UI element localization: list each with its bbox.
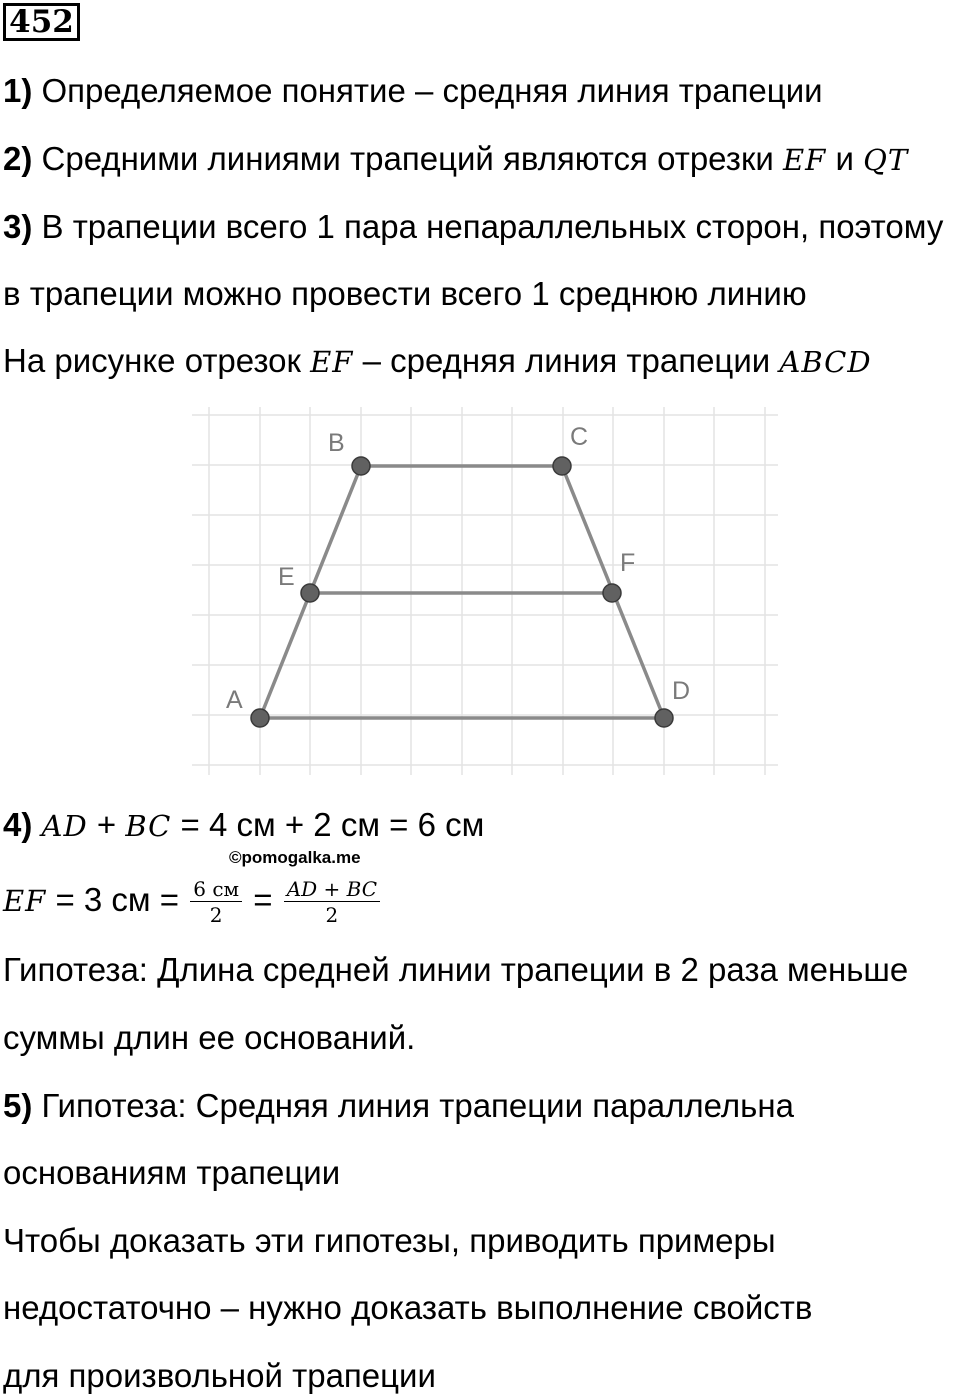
- label-d: D: [672, 677, 691, 705]
- fraction-1-denominator: 2: [209, 902, 223, 927]
- fraction-2-denominator: 2: [325, 902, 339, 927]
- label-b: B: [328, 429, 345, 457]
- figure-grid: [192, 407, 778, 775]
- item-4-rest: = 4 см + 2 см = 6 см: [171, 806, 485, 843]
- label-f: F: [620, 549, 636, 577]
- point-a: [251, 709, 269, 727]
- item-2-number: 2): [3, 140, 33, 177]
- ef-equation-math-ef: EF: [3, 884, 47, 918]
- figure-caption-pre: На рисунке отрезок: [3, 342, 311, 379]
- item-3-text: В трапеции всего 1 пара непараллельных сторон, поэтому: [32, 208, 944, 245]
- item-2-text: Средними линиями трапеций являются отрезки: [32, 140, 783, 177]
- hypothesis-1-line-2: суммы длин ее оснований.: [3, 1019, 416, 1056]
- conclusion-line-1: Чтобы доказать эти гипотезы, приводить примеры: [3, 1222, 776, 1259]
- conclusion-line-3: для произвольной трапеции: [3, 1357, 436, 1394]
- point-c: [553, 457, 571, 475]
- label-e: E: [278, 563, 295, 591]
- item-5-text: Гипотеза: Средняя линия трапеции параллельна: [32, 1087, 794, 1124]
- item-2-conj: и: [826, 140, 864, 177]
- ef-equation: [3, 870, 382, 931]
- task-number: 452: [3, 3, 80, 41]
- item-4-math-bc: BC: [125, 809, 172, 843]
- item-3: [3, 207, 943, 247]
- figure-caption-math-abcd: ABCD: [779, 345, 872, 379]
- fraction-6cm-over-2: [190, 877, 242, 928]
- item-5-continuation: основаниям трапеции: [3, 1154, 341, 1191]
- label-c: C: [570, 423, 589, 451]
- hypothesis-1-line-1: Гипотеза: Длина средней линии трапеции в 2 раза меньше: [3, 951, 909, 988]
- item-4: [3, 805, 484, 846]
- item-3-number: 3): [3, 208, 33, 245]
- item-2-math-qt: QT: [863, 143, 909, 177]
- trapezoid-figure: [190, 405, 780, 777]
- item-4-plus: +: [87, 806, 126, 843]
- label-a: A: [226, 686, 243, 714]
- item-1: [3, 71, 823, 111]
- item-4-number: 4): [3, 806, 33, 843]
- figure-caption-math-ef: EF: [310, 345, 354, 379]
- point-f: [603, 584, 621, 602]
- point-e: [301, 584, 319, 602]
- item-5: [3, 1086, 794, 1126]
- item-1-text: Определяемое понятие – средняя линия трапеции: [32, 72, 823, 109]
- figure-caption: [3, 341, 872, 382]
- point-b: [352, 457, 370, 475]
- fraction-2-numerator: AD + BC: [284, 877, 380, 902]
- watermark: ©pomogalka.me: [229, 848, 361, 867]
- item-2-math-ef: EF: [782, 143, 827, 177]
- conclusion-line-2: недостаточно – нужно доказать выполнение свойств: [3, 1289, 813, 1326]
- ef-equation-rest: = 3 см =: [46, 881, 189, 918]
- point-d: [655, 709, 673, 727]
- fraction-1-numerator: 6 см: [190, 877, 242, 902]
- item-1-number: 1): [3, 72, 33, 109]
- item-3-continuation: в трапеции можно провести всего 1 среднюю линию: [3, 275, 807, 312]
- item-2: [3, 139, 908, 180]
- ef-equation-eq: =: [244, 881, 282, 918]
- item-5-number: 5): [3, 1087, 33, 1124]
- item-4-math-ad: AD: [41, 809, 88, 843]
- figure-caption-mid: – средняя линия трапеции: [353, 342, 780, 379]
- fraction-ad-bc-over-2: [284, 877, 380, 928]
